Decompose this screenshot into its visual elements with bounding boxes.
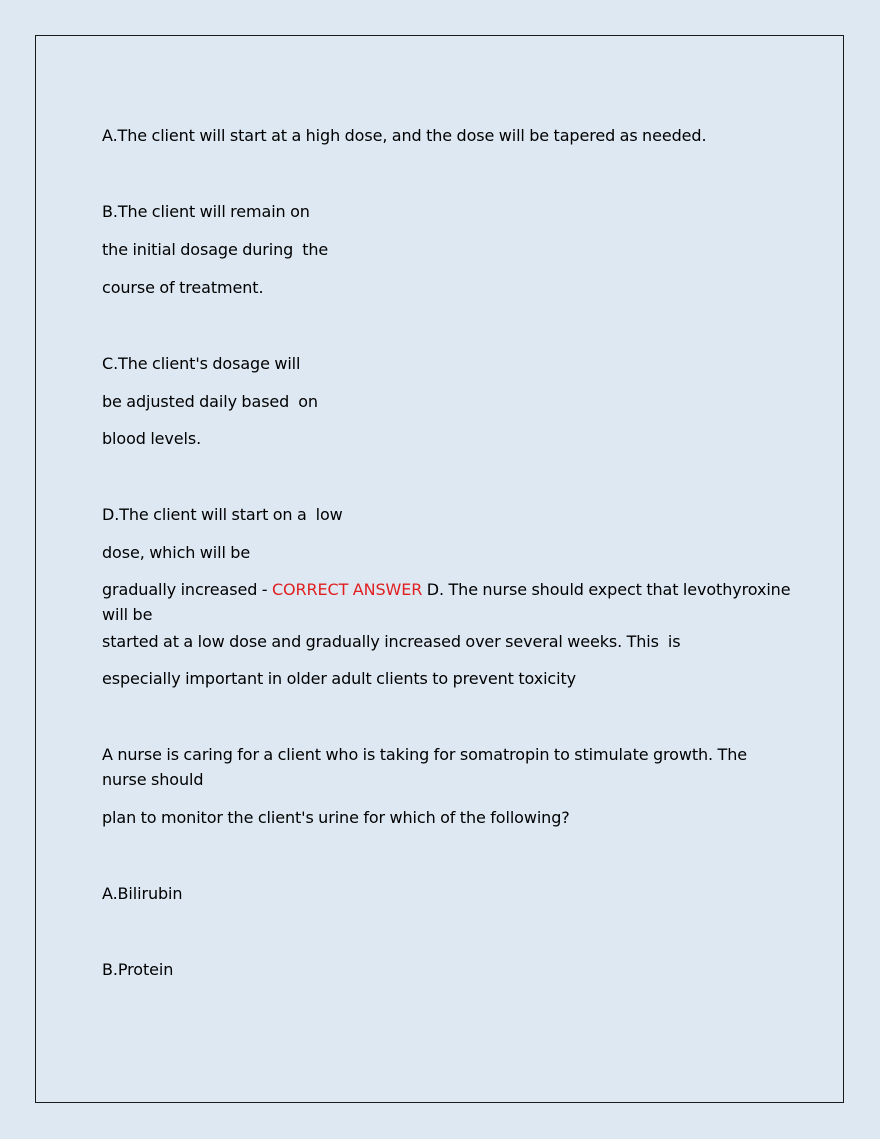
option-c-line-1: C.The client's dosage will [102,354,301,373]
option-d-line-3-prefix: gradually increased - [102,580,272,599]
question-2-stem-line-2: plan to monitor the client's urine for which of the following? [102,808,570,827]
question-2-option-a: A.Bilirubin [102,884,183,903]
rationale-line-1: D. The nurse should expect that levothyroxine will be [102,580,795,624]
question-2-stem-line-1: A nurse is caring for a client who is taking for somatropin to stimulate growth. The nurse should [102,745,752,789]
document-page [35,35,844,1103]
option-b-line-2: the initial dosage during the [102,240,329,259]
option-a-text: A.The client will start at a high dose, and the dose will be tapered as needed. [102,126,707,145]
option-c-line-2: be adjusted daily based on [102,392,318,411]
option-b-line-3: course of treatment. [102,278,264,297]
question-2-option-b: B.Protein [102,960,174,979]
rationale-line-3: especially important in older adult clients to prevent toxicity [102,669,577,688]
option-b-line-1: B.The client will remain on [102,202,310,221]
option-d-line-2: dose, which will be [102,543,251,562]
correct-answer-label: CORRECT ANSWER [271,580,423,599]
option-d-line-1: D.The client will start on a low [102,505,343,524]
rationale-line-2: started at a low dose and gradually increased over several weeks. This is [102,632,681,651]
option-d-answer-paragraph [102,577,795,627]
option-c-line-3: blood levels. [102,429,202,448]
